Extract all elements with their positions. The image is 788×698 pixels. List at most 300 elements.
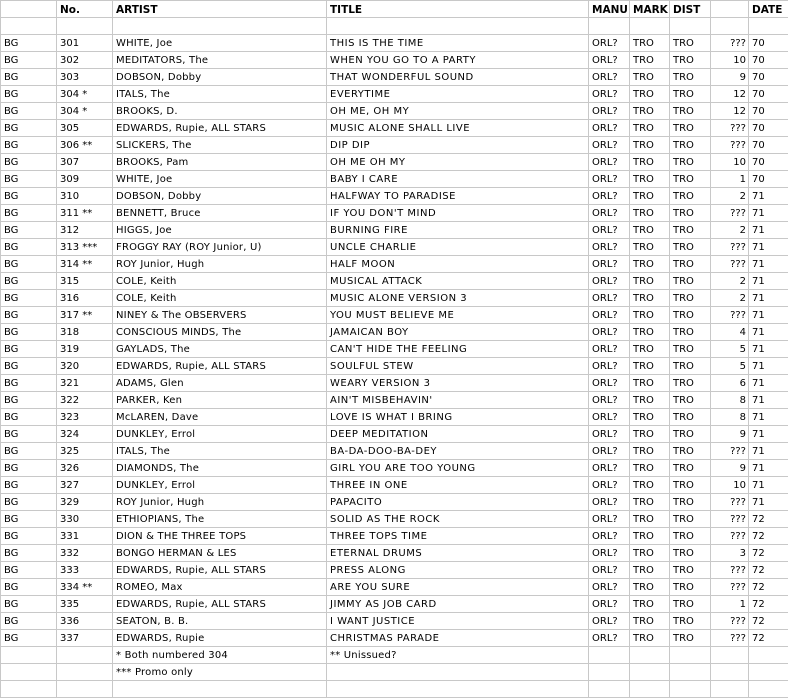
cell-prefix[interactable]: BG (1, 392, 57, 409)
cell-prefix[interactable]: BG (1, 630, 57, 647)
cell-dist[interactable]: TRO (670, 239, 711, 256)
cell-date[interactable]: 71 (749, 188, 788, 205)
cell-date[interactable]: 71 (749, 205, 788, 222)
cell-manu[interactable]: ORL? (589, 35, 630, 52)
cell-dist[interactable]: TRO (670, 103, 711, 120)
cell-mark[interactable]: TRO (630, 188, 670, 205)
cell-artist[interactable]: ITALS, The (113, 443, 327, 460)
cell-qty[interactable]: ??? (711, 137, 749, 154)
cell-manu[interactable]: ORL? (589, 188, 630, 205)
cell-artist[interactable]: EDWARDS, Rupie, ALL STARS (113, 120, 327, 137)
cell-title[interactable]: MUSIC ALONE SHALL LIVE (327, 120, 589, 137)
cell-title[interactable]: PAPACITO (327, 494, 589, 511)
cell-title[interactable]: MUSICAL ATTACK (327, 273, 589, 290)
cell-mark[interactable]: TRO (630, 205, 670, 222)
cell-number[interactable]: 305 (57, 120, 113, 137)
cell-dist[interactable]: TRO (670, 579, 711, 596)
cell-manu[interactable]: ORL? (589, 409, 630, 426)
cell-dist[interactable]: TRO (670, 443, 711, 460)
cell-title[interactable]: UNCLE CHARLIE (327, 239, 589, 256)
cell-number[interactable]: 335 (57, 596, 113, 613)
cell-manu[interactable]: ORL? (589, 120, 630, 137)
cell-dist[interactable]: TRO (670, 273, 711, 290)
cell-prefix[interactable]: BG (1, 256, 57, 273)
cell-dist[interactable]: TRO (670, 477, 711, 494)
footnote-both-numbered[interactable]: * Both numbered 304 (113, 647, 327, 664)
cell-number[interactable]: 333 (57, 562, 113, 579)
cell-manu[interactable]: ORL? (589, 443, 630, 460)
cell-artist[interactable]: ROY Junior, Hugh (113, 494, 327, 511)
cell-mark[interactable]: TRO (630, 392, 670, 409)
cell-prefix[interactable]: BG (1, 358, 57, 375)
empty-cell[interactable] (711, 681, 749, 698)
cell-qty[interactable]: ??? (711, 120, 749, 137)
empty-cell[interactable] (327, 664, 589, 681)
cell-mark[interactable]: TRO (630, 69, 670, 86)
cell-prefix[interactable]: BG (1, 273, 57, 290)
cell-dist[interactable]: TRO (670, 290, 711, 307)
cell-qty[interactable]: 12 (711, 103, 749, 120)
cell-artist[interactable]: FROGGY RAY (ROY Junior, U) (113, 239, 327, 256)
header-artist[interactable]: ARTIST (113, 1, 327, 18)
cell-title[interactable]: LOVE IS WHAT I BRING (327, 409, 589, 426)
cell-mark[interactable]: TRO (630, 137, 670, 154)
cell-mark[interactable]: TRO (630, 528, 670, 545)
cell-manu[interactable]: ORL? (589, 477, 630, 494)
cell-date[interactable]: 71 (749, 426, 788, 443)
cell-qty[interactable]: ??? (711, 511, 749, 528)
cell-mark[interactable]: TRO (630, 154, 670, 171)
empty-cell[interactable] (113, 681, 327, 698)
cell-artist[interactable]: ITALS, The (113, 86, 327, 103)
cell-number[interactable]: 304 * (57, 103, 113, 120)
cell-number[interactable]: 318 (57, 324, 113, 341)
cell-dist[interactable]: TRO (670, 562, 711, 579)
cell-mark[interactable]: TRO (630, 562, 670, 579)
header-dist[interactable]: DIST (670, 1, 711, 18)
cell-date[interactable]: 70 (749, 103, 788, 120)
cell-number[interactable]: 330 (57, 511, 113, 528)
cell-mark[interactable]: TRO (630, 273, 670, 290)
cell-manu[interactable]: ORL? (589, 86, 630, 103)
cell-title[interactable]: OH ME OH MY (327, 154, 589, 171)
cell-date[interactable]: 71 (749, 477, 788, 494)
cell-date[interactable]: 71 (749, 307, 788, 324)
cell-dist[interactable]: TRO (670, 222, 711, 239)
cell-title[interactable]: WHEN YOU GO TO A PARTY (327, 52, 589, 69)
cell-artist[interactable]: ETHIOPIANS, The (113, 511, 327, 528)
empty-cell[interactable] (711, 647, 749, 664)
empty-cell[interactable] (1, 18, 57, 35)
cell-prefix[interactable]: BG (1, 222, 57, 239)
cell-artist[interactable]: McLAREN, Dave (113, 409, 327, 426)
header-prefix[interactable] (1, 1, 57, 18)
cell-manu[interactable]: ORL? (589, 494, 630, 511)
empty-cell[interactable] (57, 681, 113, 698)
cell-number[interactable]: 319 (57, 341, 113, 358)
cell-manu[interactable]: ORL? (589, 137, 630, 154)
cell-dist[interactable]: TRO (670, 596, 711, 613)
cell-number[interactable]: 316 (57, 290, 113, 307)
cell-title[interactable]: DIP DIP (327, 137, 589, 154)
cell-manu[interactable]: ORL? (589, 205, 630, 222)
cell-artist[interactable]: DIAMONDS, The (113, 460, 327, 477)
cell-manu[interactable]: ORL? (589, 307, 630, 324)
cell-manu[interactable]: ORL? (589, 171, 630, 188)
cell-date[interactable]: 70 (749, 35, 788, 52)
cell-mark[interactable]: TRO (630, 477, 670, 494)
empty-cell[interactable] (749, 681, 788, 698)
cell-number[interactable]: 313 *** (57, 239, 113, 256)
cell-title[interactable]: ETERNAL DRUMS (327, 545, 589, 562)
cell-prefix[interactable]: BG (1, 52, 57, 69)
cell-artist[interactable]: EDWARDS, Rupie, ALL STARS (113, 596, 327, 613)
cell-date[interactable]: 71 (749, 273, 788, 290)
cell-prefix[interactable]: BG (1, 307, 57, 324)
cell-mark[interactable]: TRO (630, 171, 670, 188)
cell-qty[interactable]: 6 (711, 375, 749, 392)
cell-mark[interactable]: TRO (630, 52, 670, 69)
cell-dist[interactable]: TRO (670, 409, 711, 426)
cell-manu[interactable]: ORL? (589, 596, 630, 613)
empty-cell[interactable] (57, 18, 113, 35)
cell-manu[interactable]: ORL? (589, 511, 630, 528)
cell-date[interactable]: 72 (749, 528, 788, 545)
cell-artist[interactable]: DUNKLEY, Errol (113, 426, 327, 443)
cell-number[interactable]: 329 (57, 494, 113, 511)
cell-dist[interactable]: TRO (670, 392, 711, 409)
cell-mark[interactable]: TRO (630, 222, 670, 239)
cell-artist[interactable]: PARKER, Ken (113, 392, 327, 409)
cell-mark[interactable]: TRO (630, 290, 670, 307)
cell-prefix[interactable]: BG (1, 579, 57, 596)
cell-artist[interactable]: WHITE, Joe (113, 35, 327, 52)
cell-date[interactable]: 72 (749, 511, 788, 528)
empty-cell[interactable] (749, 647, 788, 664)
cell-artist[interactable]: EDWARDS, Rupie (113, 630, 327, 647)
cell-date[interactable]: 70 (749, 120, 788, 137)
cell-date[interactable]: 71 (749, 443, 788, 460)
cell-qty[interactable]: 12 (711, 86, 749, 103)
cell-number[interactable]: 322 (57, 392, 113, 409)
cell-qty[interactable]: 5 (711, 358, 749, 375)
cell-number[interactable]: 315 (57, 273, 113, 290)
cell-dist[interactable]: TRO (670, 613, 711, 630)
cell-title[interactable]: WEARY VERSION 3 (327, 375, 589, 392)
empty-cell[interactable] (327, 681, 589, 698)
cell-number[interactable]: 331 (57, 528, 113, 545)
cell-date[interactable]: 70 (749, 171, 788, 188)
cell-manu[interactable]: ORL? (589, 290, 630, 307)
cell-mark[interactable]: TRO (630, 579, 670, 596)
cell-mark[interactable]: TRO (630, 86, 670, 103)
cell-dist[interactable]: TRO (670, 307, 711, 324)
cell-manu[interactable]: ORL? (589, 460, 630, 477)
cell-manu[interactable]: ORL? (589, 392, 630, 409)
cell-mark[interactable]: TRO (630, 596, 670, 613)
cell-dist[interactable]: TRO (670, 86, 711, 103)
cell-mark[interactable]: TRO (630, 494, 670, 511)
cell-number[interactable]: 302 (57, 52, 113, 69)
empty-cell[interactable] (630, 18, 670, 35)
empty-cell[interactable] (670, 647, 711, 664)
header-manu[interactable]: MANU (589, 1, 630, 18)
cell-qty[interactable]: ??? (711, 205, 749, 222)
cell-prefix[interactable]: BG (1, 443, 57, 460)
cell-dist[interactable]: TRO (670, 494, 711, 511)
cell-artist[interactable]: HIGGS, Joe (113, 222, 327, 239)
empty-cell[interactable] (630, 664, 670, 681)
cell-prefix[interactable]: BG (1, 188, 57, 205)
cell-qty[interactable]: ??? (711, 307, 749, 324)
empty-cell[interactable] (630, 647, 670, 664)
empty-cell[interactable] (589, 664, 630, 681)
cell-qty[interactable]: ??? (711, 613, 749, 630)
empty-cell[interactable] (630, 681, 670, 698)
cell-title[interactable]: SOLID AS THE ROCK (327, 511, 589, 528)
cell-mark[interactable]: TRO (630, 120, 670, 137)
cell-mark[interactable]: TRO (630, 239, 670, 256)
cell-manu[interactable]: ORL? (589, 528, 630, 545)
footnote-unissued[interactable]: ** Unissued? (327, 647, 589, 664)
cell-mark[interactable]: TRO (630, 307, 670, 324)
cell-title[interactable]: HALF MOON (327, 256, 589, 273)
cell-title[interactable]: BA-DA-DOO-BA-DEY (327, 443, 589, 460)
cell-dist[interactable]: TRO (670, 358, 711, 375)
cell-prefix[interactable]: BG (1, 494, 57, 511)
cell-title[interactable]: ARE YOU SURE (327, 579, 589, 596)
cell-date[interactable]: 72 (749, 630, 788, 647)
cell-manu[interactable]: ORL? (589, 239, 630, 256)
cell-number[interactable]: 324 (57, 426, 113, 443)
cell-date[interactable]: 71 (749, 392, 788, 409)
header-no[interactable]: No. (57, 1, 113, 18)
cell-manu[interactable]: ORL? (589, 69, 630, 86)
cell-prefix[interactable]: BG (1, 35, 57, 52)
cell-number[interactable]: 323 (57, 409, 113, 426)
cell-manu[interactable]: ORL? (589, 103, 630, 120)
cell-date[interactable]: 71 (749, 460, 788, 477)
cell-mark[interactable]: TRO (630, 35, 670, 52)
empty-cell[interactable] (749, 18, 788, 35)
empty-cell[interactable] (589, 647, 630, 664)
cell-prefix[interactable]: BG (1, 375, 57, 392)
cell-prefix[interactable]: BG (1, 69, 57, 86)
cell-title[interactable]: MUSIC ALONE VERSION 3 (327, 290, 589, 307)
cell-manu[interactable]: ORL? (589, 273, 630, 290)
cell-title[interactable]: CAN'T HIDE THE FEELING (327, 341, 589, 358)
cell-number[interactable]: 337 (57, 630, 113, 647)
cell-number[interactable]: 332 (57, 545, 113, 562)
cell-manu[interactable]: ORL? (589, 375, 630, 392)
cell-dist[interactable]: TRO (670, 375, 711, 392)
cell-dist[interactable]: TRO (670, 35, 711, 52)
cell-number[interactable]: 311 ** (57, 205, 113, 222)
cell-manu[interactable]: ORL? (589, 613, 630, 630)
cell-qty[interactable]: ??? (711, 256, 749, 273)
cell-artist[interactable]: ROY Junior, Hugh (113, 256, 327, 273)
cell-prefix[interactable]: BG (1, 528, 57, 545)
cell-qty[interactable]: ??? (711, 443, 749, 460)
cell-date[interactable]: 71 (749, 239, 788, 256)
cell-date[interactable]: 72 (749, 613, 788, 630)
cell-artist[interactable]: MEDITATORS, The (113, 52, 327, 69)
cell-prefix[interactable]: BG (1, 290, 57, 307)
cell-manu[interactable]: ORL? (589, 324, 630, 341)
cell-artist[interactable]: NINEY & The OBSERVERS (113, 307, 327, 324)
empty-cell[interactable] (670, 18, 711, 35)
cell-qty[interactable]: 9 (711, 460, 749, 477)
cell-qty[interactable]: 8 (711, 392, 749, 409)
cell-qty[interactable]: 1 (711, 171, 749, 188)
cell-number[interactable]: 326 (57, 460, 113, 477)
cell-prefix[interactable]: BG (1, 171, 57, 188)
cell-qty[interactable]: ??? (711, 494, 749, 511)
cell-mark[interactable]: TRO (630, 256, 670, 273)
cell-prefix[interactable]: BG (1, 120, 57, 137)
cell-number[interactable]: 321 (57, 375, 113, 392)
cell-number[interactable]: 327 (57, 477, 113, 494)
cell-date[interactable]: 71 (749, 341, 788, 358)
cell-dist[interactable]: TRO (670, 154, 711, 171)
cell-date[interactable]: 71 (749, 324, 788, 341)
cell-date[interactable]: 70 (749, 154, 788, 171)
cell-manu[interactable]: ORL? (589, 358, 630, 375)
cell-prefix[interactable]: BG (1, 324, 57, 341)
cell-qty[interactable]: 10 (711, 52, 749, 69)
cell-title[interactable]: JIMMY AS JOB CARD (327, 596, 589, 613)
cell-dist[interactable]: TRO (670, 460, 711, 477)
cell-date[interactable]: 72 (749, 562, 788, 579)
cell-number[interactable]: 301 (57, 35, 113, 52)
cell-qty[interactable]: 2 (711, 188, 749, 205)
cell-dist[interactable]: TRO (670, 52, 711, 69)
empty-cell[interactable] (711, 664, 749, 681)
cell-date[interactable]: 72 (749, 579, 788, 596)
empty-cell[interactable] (1, 664, 57, 681)
empty-cell[interactable] (749, 664, 788, 681)
cell-artist[interactable]: DION & THE THREE TOPS (113, 528, 327, 545)
cell-date[interactable]: 72 (749, 596, 788, 613)
cell-qty[interactable]: 2 (711, 273, 749, 290)
cell-qty[interactable]: 9 (711, 69, 749, 86)
cell-prefix[interactable]: BG (1, 596, 57, 613)
cell-title[interactable]: SOULFUL STEW (327, 358, 589, 375)
cell-date[interactable]: 70 (749, 86, 788, 103)
cell-title[interactable]: OH ME, OH MY (327, 103, 589, 120)
cell-artist[interactable]: EDWARDS, Rupie, ALL STARS (113, 562, 327, 579)
cell-manu[interactable]: ORL? (589, 579, 630, 596)
cell-number[interactable]: 317 ** (57, 307, 113, 324)
cell-prefix[interactable]: BG (1, 477, 57, 494)
cell-qty[interactable]: 8 (711, 409, 749, 426)
cell-title[interactable]: HALFWAY TO PARADISE (327, 188, 589, 205)
cell-date[interactable]: 72 (749, 545, 788, 562)
cell-artist[interactable]: ADAMS, Glen (113, 375, 327, 392)
cell-manu[interactable]: ORL? (589, 222, 630, 239)
cell-prefix[interactable]: BG (1, 341, 57, 358)
cell-qty[interactable]: 2 (711, 222, 749, 239)
cell-prefix[interactable]: BG (1, 409, 57, 426)
cell-artist[interactable]: GAYLADS, The (113, 341, 327, 358)
cell-title[interactable]: YOU MUST BELIEVE ME (327, 307, 589, 324)
footnote-promo-only[interactable]: *** Promo only (113, 664, 327, 681)
cell-manu[interactable]: ORL? (589, 562, 630, 579)
cell-title[interactable]: THREE TOPS TIME (327, 528, 589, 545)
empty-cell[interactable] (113, 18, 327, 35)
cell-date[interactable]: 71 (749, 290, 788, 307)
cell-prefix[interactable]: BG (1, 613, 57, 630)
cell-date[interactable]: 71 (749, 358, 788, 375)
cell-artist[interactable]: ROMEO, Max (113, 579, 327, 596)
cell-mark[interactable]: TRO (630, 375, 670, 392)
cell-dist[interactable]: TRO (670, 256, 711, 273)
cell-qty[interactable]: ??? (711, 579, 749, 596)
empty-cell[interactable] (1, 681, 57, 698)
cell-title[interactable]: BABY I CARE (327, 171, 589, 188)
cell-prefix[interactable]: BG (1, 86, 57, 103)
cell-mark[interactable]: TRO (630, 545, 670, 562)
cell-mark[interactable]: TRO (630, 358, 670, 375)
cell-dist[interactable]: TRO (670, 630, 711, 647)
cell-dist[interactable]: TRO (670, 120, 711, 137)
cell-qty[interactable]: 10 (711, 477, 749, 494)
cell-mark[interactable]: TRO (630, 613, 670, 630)
cell-title[interactable]: THREE IN ONE (327, 477, 589, 494)
cell-dist[interactable]: TRO (670, 511, 711, 528)
cell-mark[interactable]: TRO (630, 443, 670, 460)
cell-artist[interactable]: BROOKS, D. (113, 103, 327, 120)
cell-prefix[interactable]: BG (1, 137, 57, 154)
cell-artist[interactable]: CONSCIOUS MINDS, The (113, 324, 327, 341)
cell-qty[interactable]: ??? (711, 35, 749, 52)
cell-mark[interactable]: TRO (630, 409, 670, 426)
cell-number[interactable]: 309 (57, 171, 113, 188)
cell-dist[interactable]: TRO (670, 188, 711, 205)
empty-cell[interactable] (711, 18, 749, 35)
cell-artist[interactable]: DOBSON, Dobby (113, 69, 327, 86)
cell-prefix[interactable]: BG (1, 426, 57, 443)
cell-artist[interactable]: DUNKLEY, Errol (113, 477, 327, 494)
cell-prefix[interactable]: BG (1, 511, 57, 528)
cell-dist[interactable]: TRO (670, 324, 711, 341)
empty-cell[interactable] (589, 18, 630, 35)
empty-cell[interactable] (327, 18, 589, 35)
cell-date[interactable]: 71 (749, 256, 788, 273)
cell-manu[interactable]: ORL? (589, 256, 630, 273)
cell-artist[interactable]: EDWARDS, Rupie, ALL STARS (113, 358, 327, 375)
cell-artist[interactable]: WHITE, Joe (113, 171, 327, 188)
cell-title[interactable]: GIRL YOU ARE TOO YOUNG (327, 460, 589, 477)
cell-qty[interactable]: ??? (711, 528, 749, 545)
cell-mark[interactable]: TRO (630, 511, 670, 528)
cell-dist[interactable]: TRO (670, 137, 711, 154)
cell-qty[interactable]: 5 (711, 341, 749, 358)
cell-title[interactable]: PRESS ALONG (327, 562, 589, 579)
cell-mark[interactable]: TRO (630, 460, 670, 477)
cell-manu[interactable]: ORL? (589, 545, 630, 562)
cell-dist[interactable]: TRO (670, 171, 711, 188)
cell-number[interactable]: 306 ** (57, 137, 113, 154)
cell-manu[interactable]: ORL? (589, 426, 630, 443)
empty-cell[interactable] (589, 681, 630, 698)
cell-number[interactable]: 312 (57, 222, 113, 239)
cell-qty[interactable]: ??? (711, 562, 749, 579)
cell-title[interactable]: THIS IS THE TIME (327, 35, 589, 52)
cell-title[interactable]: AIN'T MISBEHAVIN' (327, 392, 589, 409)
cell-dist[interactable]: TRO (670, 528, 711, 545)
cell-qty[interactable]: 10 (711, 154, 749, 171)
